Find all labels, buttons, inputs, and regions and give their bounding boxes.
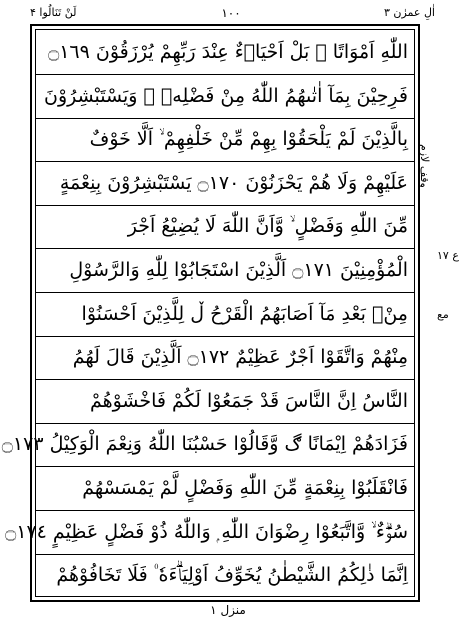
verse-line: اِنَّمَا ذٰلِكُمُ الشَّيْطٰنُ يُخَوِّفُ اَوْلِيَاۗءَهٗ ۠ فَلَا تَخَافُوْھُمْ <box>56 563 408 586</box>
margin-note-mu: مع <box>437 308 449 321</box>
margin-note-ruku: ع ۱۷ <box>437 249 459 262</box>
verse-line: النَّاسُ اِنَّ النَّاسَ قَدْ جَمَعُوْا لَكُمْ فَاخْشَوْھُمْ <box>89 389 408 412</box>
margin-note-waqf: وقف لازم <box>418 144 431 188</box>
manzil-footer: منزل ۱ <box>210 603 246 617</box>
page-number: ١٠٠ <box>221 6 241 20</box>
verse-line: سُوْۗءٌ ۙ وَّاتَّبَعُوْا رِضْوَانَ اللّٰهِ ۭ وَاللّٰهُ ذُوْ فَضْلٍ عَظِيْمٍ ۝١٧٤ <box>5 520 408 543</box>
verse-line: فَرِحِيْنَ بِمَآ اٰتٰىهُمُ اللّٰهُ مِنْ فَضْلِهٖ ۙ وَيَسْتَبْشِرُوْنَ <box>43 84 408 107</box>
juz-title: لَنْ تَنَالُوا ۴ <box>30 6 77 19</box>
verse-line: مِنْهُمْ وَاتَّقَوْا اَجْرٌ عَظِيْمٌ ۝١٧٢ اَلَّذِيْنَ قَالَ لَهُمُ <box>72 345 408 368</box>
verse-line: بِالَّذِيْنَ لَمْ يَلْحَقُوْا بِهِمْ مِّنْ خَلْفِهِمْ ۙ اَلَّا خَوْفٌ <box>89 127 408 150</box>
verse-line: فَزَادَھُمْ اِيْمَانًا ڰ وَّقَالُوْا حَسْبُنَا اللّٰهُ وَنِعْمَ الْوَكِيْلُ ۝١٧٣ <box>1 432 408 455</box>
surah-title: اٰلِ عمرٰن ٣ <box>383 6 435 19</box>
verse-line: عَلَيْهِمْ وَلَا ھُمْ يَحْزَنُوْنَ ۝١٧٠ يَسْتَبْشِرُوْنَ بِنِعْمَةٍ <box>59 171 408 194</box>
verse-line: اللّٰهِ اَمْوَاتًا ۭ بَلْ اَحْيَاۗءٌ عِنْدَ رَبِّهِمْ يُرْزَقُوْنَ ۝١٦٩ <box>48 40 408 63</box>
verse-line: فَانْقَلَبُوْا بِنِعْمَةٍ مِّنَ اللّٰهِ وَفَضْلٍ لَّمْ يَمْسَسْهُمْ <box>82 476 408 499</box>
verse-line: الْمُؤْمِنِيْنَ ۝١٧١ اَلَّذِيْنَ اسْتَجَابُوْا لِلّٰهِ وَالرَّسُوْلِ <box>69 258 408 281</box>
verse-line: مِّنَ اللّٰهِ وَفَضْلٍ ۙ وَّاَنَّ اللّٰهَ لَا يُضِيْعُ اَجْرَ <box>127 214 408 237</box>
verse-line: مِنْۢ بَعْدِ مَآ اَصَابَهُمُ الْقَرْحُ ڵ لِلَّذِيْنَ اَحْسَنُوْا <box>81 302 408 325</box>
